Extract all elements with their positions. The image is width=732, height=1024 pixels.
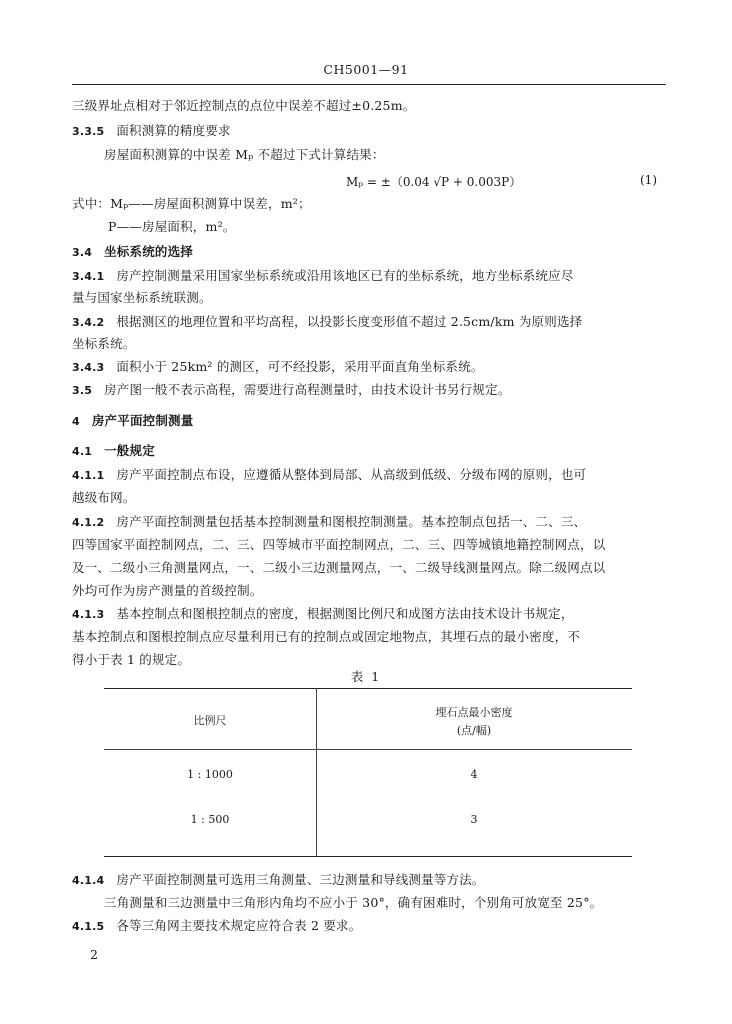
section-3-4 — [72, 244, 666, 261]
text-line: 外均可作为房产测量的首级控制。 — [72, 583, 263, 598]
section-number: 4.1 — [72, 445, 93, 458]
section-4-1-4 — [72, 872, 666, 889]
section-title: 一般规定 — [104, 443, 155, 458]
section-3-4-2 — [72, 314, 666, 331]
section-number: 3.4.3 — [72, 361, 105, 374]
table-cell-density: 3 — [470, 813, 478, 826]
text-line: 越级布网。 — [72, 490, 136, 505]
section-4-1-2 — [72, 514, 666, 531]
table-header-unit: (点/幅) — [456, 724, 492, 737]
text-line: 房产平面控制测量包括基本控制测量和图根控制测量。基本控制点包括一、二、三、 — [116, 514, 587, 529]
text-line: 基本控制点和图根控制点应尽量利用已有的控制点或固定地物点，其埋石点的最小密度，不 — [72, 629, 581, 644]
section-4-1-3 — [72, 606, 666, 623]
page-header: CH5001—91 — [323, 62, 409, 77]
section-number: 4.1.4 — [72, 874, 105, 887]
text-line: 房产平面控制测量可选用三角测量、三边测量和导线测量等方法。 — [116, 872, 485, 887]
formula-number: (1) — [640, 173, 657, 187]
section-title: 坐标系统的选择 — [104, 244, 193, 259]
text-line: 房屋面积测算的中误差 Mₚ 不超过下式计算结果： — [104, 147, 385, 162]
table-cell-density: 4 — [470, 768, 478, 781]
text-line: 房产控制测量采用国家坐标系统或沿用该地区已有的坐标系统，地方坐标系统应尽 — [116, 268, 574, 283]
text-line: 得小于表 1 的规定。 — [72, 652, 191, 667]
section-3-5 — [72, 382, 666, 399]
chapter-4 — [72, 413, 666, 430]
text-line: 三角测量和三边测量中三角形内角均不应小于 30°，确有困难时，个别角可放宽至 25°。 — [104, 895, 603, 910]
text-line: 基本控制点和图根控制点的密度，根据测图比例尺和成图方法由技术设计书规定， — [116, 606, 574, 621]
table-title: 表 1 — [350, 669, 382, 684]
section-number: 3.4.2 — [72, 316, 105, 329]
table-header-scale: 比例尺 — [193, 714, 227, 727]
table-top-rule — [104, 688, 632, 689]
section-number: 3.3.5 — [72, 125, 105, 138]
table-header-density: 埋石点最小密度 — [435, 706, 513, 719]
section-number: 4.1.5 — [72, 920, 105, 933]
section-4-1-5 — [72, 918, 666, 935]
text-line: 及一、二级小三角测量网点，一、二级小三边测量网点，一、二级导线测量网点。除二级网点以 — [72, 560, 606, 575]
header-rule — [72, 84, 666, 85]
section-number: 4.1.2 — [72, 516, 105, 529]
table-header-rule — [104, 749, 632, 750]
section-3-3-5 — [72, 123, 666, 140]
section-number: 3.4.1 — [72, 270, 105, 283]
chapter-title: 房产平面控制测量 — [91, 413, 194, 428]
text-line: 式中：Mₚ——房屋面积测算中误差，m²； — [72, 196, 311, 211]
section-number: 4 — [72, 415, 80, 428]
section-number: 3.4 — [72, 246, 93, 259]
section-number: 3.5 — [72, 384, 93, 397]
text-line: 房产平面控制点布设，应遵循从整体到局部、从高级到低级、分级布网的原则，也可 — [116, 467, 587, 482]
section-number: 4.1.1 — [72, 469, 105, 482]
text-line: 坐标系统。 — [72, 336, 136, 351]
text-line: 根据测区的地理位置和平均高程，以投影长度变形值不超过 2.5cm/km 为原则选择 — [116, 314, 583, 329]
text-line: 面积小于 25km² 的测区，可不经投影，采用平面直角坐标系统。 — [116, 359, 484, 374]
table-cell-scale: 1 : 500 — [190, 813, 230, 826]
section-3-4-1 — [72, 268, 666, 285]
text-line: 四等国家平面控制网点，二、三、四等城市平面控制网点，二、三、四等城镇地籍控制网点，以 — [72, 537, 606, 552]
section-title: 面积测算的精度要求 — [116, 123, 231, 138]
text-line: 房产图一般不表示高程，需要进行高程测量时，由技术设计书另行规定。 — [104, 382, 511, 397]
section-4-1-1 — [72, 467, 666, 484]
table-cell-scale: 1 : 1000 — [187, 768, 233, 781]
section-number: 4.1.3 — [72, 608, 105, 621]
text-line: 三级界址点相对于邻近控制点的点位中误差不超过±0.25m。 — [72, 98, 416, 113]
table-bottom-rule — [104, 856, 632, 857]
area-formula: Mₚ = ±（0.04 √P + 0.003P） — [346, 175, 522, 189]
page-number: 2 — [90, 947, 98, 962]
text-line: 各等三角网主要技术规定应符合表 2 要求。 — [116, 918, 362, 933]
text-line: 量与国家坐标系统联测。 — [72, 290, 212, 305]
section-3-4-3 — [72, 359, 666, 376]
text-line: P——房屋面积，m²。 — [108, 219, 236, 234]
section-4-1 — [72, 443, 666, 460]
